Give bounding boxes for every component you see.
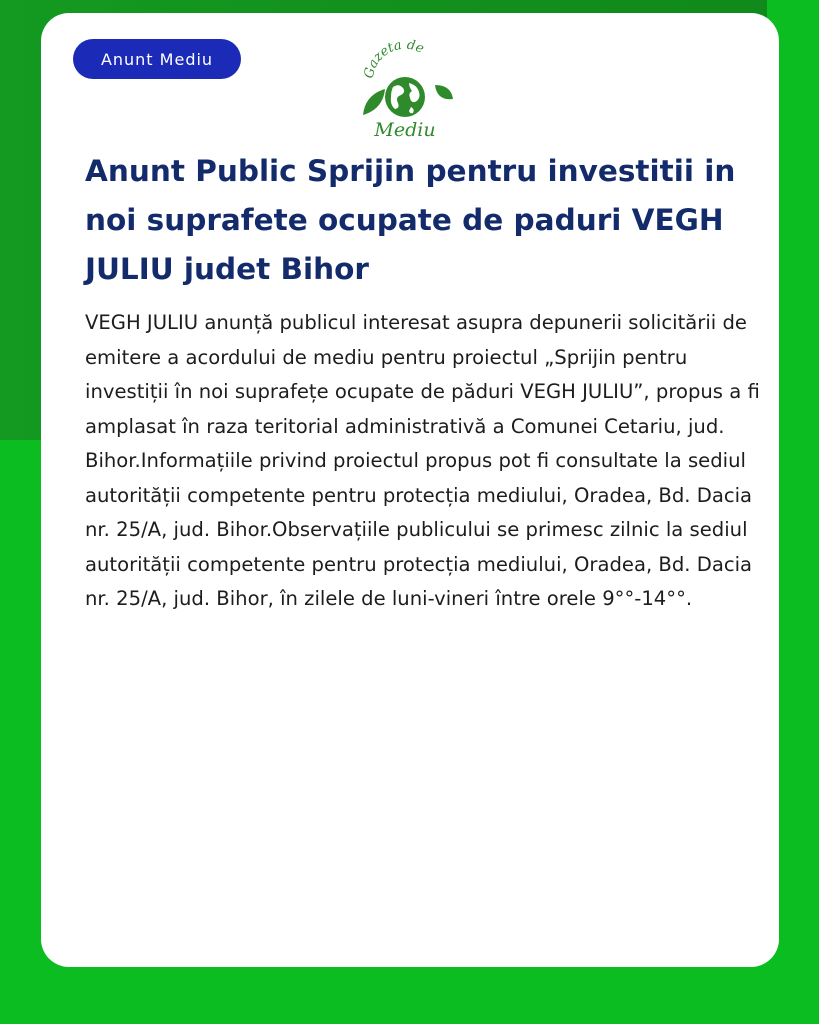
category-badge-label: Anunt Mediu (100, 49, 214, 69)
logo-text-top: Gazeta de (361, 37, 427, 80)
article-body: VEGH JULIU anunță publicul interesat asupra depunerii solicitării de emitere a acordului de mediu pentru proiectul „Sprijin pentru investiții în noi suprafețe ocupate de păduri VEGH JULIU”, propus a fi amplasat în raza teritorial administrativă a Comunei Cetariu, jud. Bihor.Informațiile privind proiectul propus pot fi consultate la sediul autorității competente pentru protecția mediului, Oradea, Bd. Dacia nr. 25/A, jud. Bihor.Observațiile publicului se primesc zilnic la sediul autorității competente pentru protecția mediului, Oradea, Bd. Dacia nr. 25/A, jud. Bihor, în zilele de luni-vineri între orele 9°°-14°°. (85, 311, 760, 610)
gazeta-de-mediu-logo (355, 37, 455, 141)
announcement-card (41, 13, 779, 967)
article-title: Anunt Public Sprijin pentru investitii in noi suprafete ocupate de paduri VEGH JULIU judet Bihor (85, 154, 736, 286)
globe-icon (385, 77, 425, 117)
logo-text-bottom: Mediu (374, 119, 436, 141)
svg-text:Gazeta de (362, 38, 427, 80)
category-badge[interactable] (73, 39, 241, 79)
